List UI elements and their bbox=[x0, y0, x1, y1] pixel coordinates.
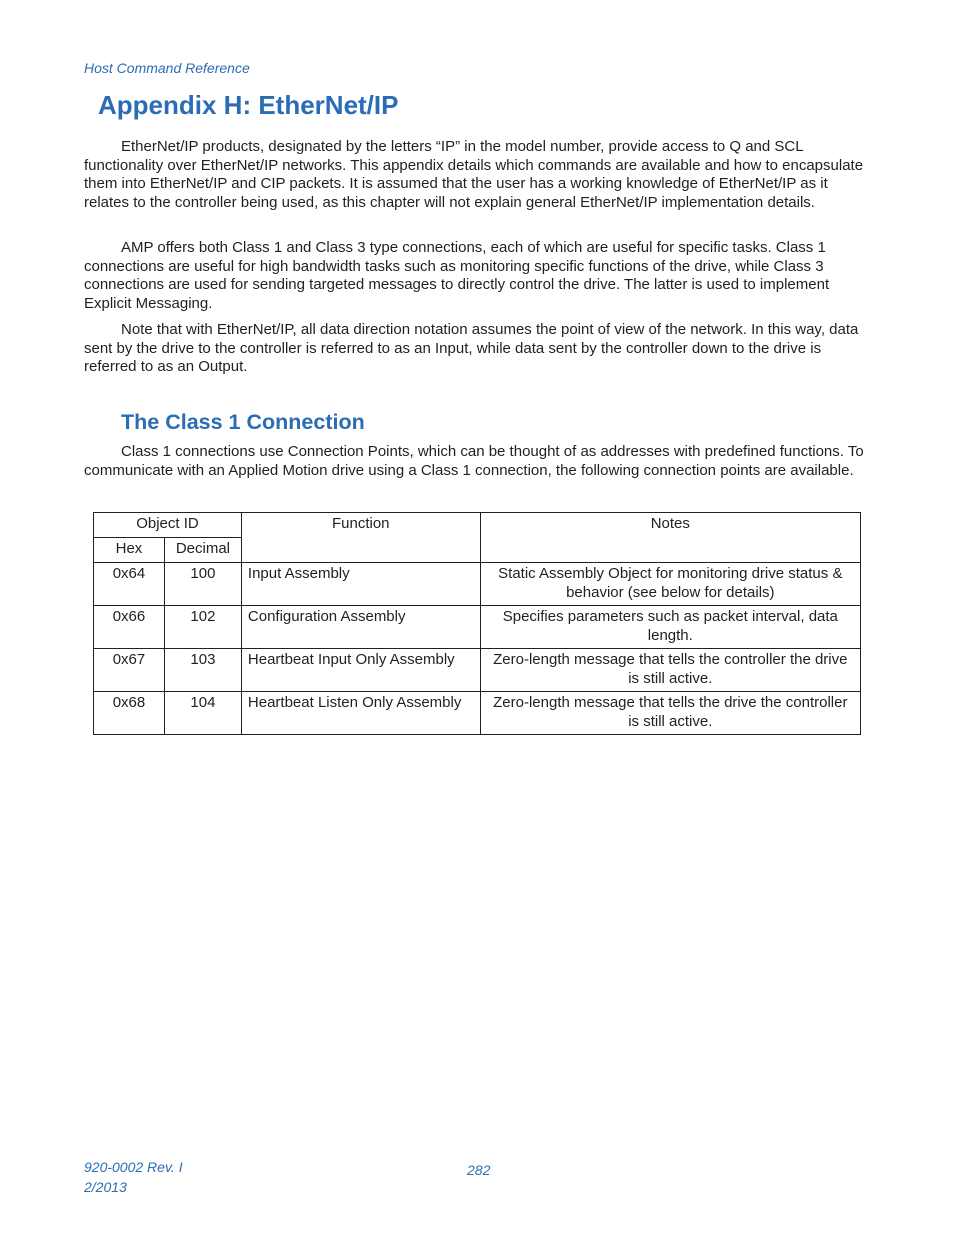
hex-cell: 0x68 bbox=[94, 692, 165, 735]
notes-cell: Specifies parameters such as packet interval, data length. bbox=[480, 606, 860, 649]
section-intro-paragraph: Class 1 connections use Connection Points, which can be thought of as addresses with predefined functions. To communicate with an Applied Motion drive using a Class 1 connection, the following connection points are available. bbox=[84, 443, 864, 479]
connection-types-paragraph: AMP offers both Class 1 and Class 3 type connections, each of which are useful for specific tasks. Class 1 connections are useful for high bandwidth tasks such as monitoring specific functions of the drive, while Class 3 connections are used for sending targeted messages to directly control the drive. The latter is used to implement Explicit Messaging. bbox=[84, 239, 830, 313]
connection-points-table bbox=[93, 512, 861, 735]
function-cell: Input Assembly bbox=[241, 563, 480, 606]
header-hex: Hex bbox=[94, 538, 165, 563]
header-notes: Notes bbox=[480, 513, 860, 563]
notes-cell: Zero-length message that tells the controller the drive is still active. bbox=[480, 649, 860, 692]
hex-cell: 0x66 bbox=[94, 606, 165, 649]
notes-cell: Zero-length message that tells the drive the controller is still active. bbox=[480, 692, 860, 735]
table-row bbox=[94, 692, 861, 735]
intro-paragraph: EtherNet/IP products, designated by the letters “IP” in the model number, provide access to Q and SCL functionality over EtherNet/IP networks. This appendix details which commands are available and how to encapsulate them into EtherNet/IP and CIP packets. It is assumed that the user has a working knowledge of EtherNet/IP as it relates to the controller being used, as this chapter will not explain general EtherNet/IP implementation details. bbox=[84, 138, 864, 212]
decimal-cell: 103 bbox=[164, 649, 241, 692]
function-cell: Heartbeat Listen Only Assembly bbox=[241, 692, 480, 735]
header-function: Function bbox=[241, 513, 480, 563]
function-cell: Heartbeat Input Only Assembly bbox=[241, 649, 480, 692]
data-direction-paragraph: Note that with EtherNet/IP, all data direction notation assumes the point of view of the network. In this way, data sent by the drive to the controller is referred to as an Input, while data sent by the controller down to the drive is referred to as an Output. bbox=[84, 321, 859, 376]
table-row bbox=[94, 563, 861, 606]
header-decimal: Decimal bbox=[164, 538, 241, 563]
table-row bbox=[94, 606, 861, 649]
table-row bbox=[94, 649, 861, 692]
notes-cell: Static Assembly Object for monitoring drive status & behavior (see below for details) bbox=[480, 563, 860, 606]
function-cell: Configuration Assembly bbox=[241, 606, 480, 649]
decimal-cell: 102 bbox=[164, 606, 241, 649]
hex-cell: 0x67 bbox=[94, 649, 165, 692]
page-title: Appendix H: EtherNet/IP bbox=[98, 90, 399, 120]
section-title: The Class 1 Connection bbox=[121, 410, 365, 434]
table-header-row bbox=[94, 513, 861, 538]
decimal-cell: 104 bbox=[164, 692, 241, 735]
document-number: 920-0002 Rev. I bbox=[84, 1159, 183, 1175]
running-head: Host Command Reference bbox=[84, 60, 250, 76]
document-date: 2/2013 bbox=[84, 1179, 127, 1195]
hex-cell: 0x64 bbox=[94, 563, 165, 606]
header-object-id: Object ID bbox=[94, 513, 242, 538]
decimal-cell: 100 bbox=[164, 563, 241, 606]
page-number: 282 bbox=[467, 1162, 491, 1178]
